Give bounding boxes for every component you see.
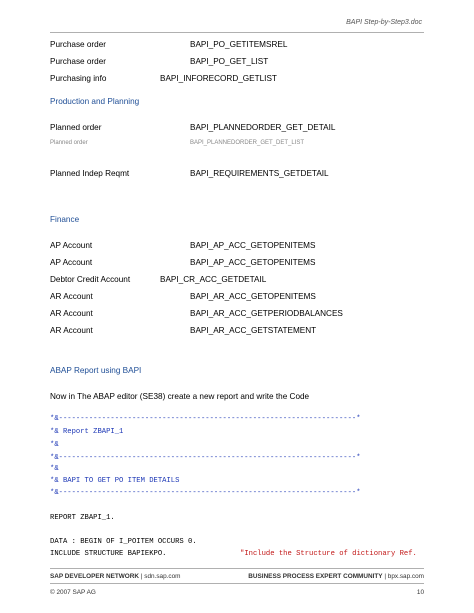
footer-separator: |: [140, 573, 143, 580]
section-heading-production: Production and Planning: [50, 97, 140, 106]
code-line: DATA : BEGIN OF I_POITEM OCCURS 0.: [50, 538, 197, 546]
code-line: *&---------------------------------------------------------------------*: [50, 454, 361, 462]
row-bapi: BAPI_AP_ACC_GETOPENITEMS: [190, 241, 316, 250]
row-bapi: BAPI_AR_ACC_GETOPENITEMS: [190, 292, 316, 301]
code-line: *& Report ZBAPI_1: [50, 428, 124, 436]
row-label: Debtor Credit Account: [50, 275, 131, 284]
row-label: Purchasing info: [50, 74, 107, 83]
row-bapi: BAPI_REQUIREMENTS_GETDETAIL: [190, 169, 329, 178]
page-number: 10: [416, 589, 424, 596]
row-bapi: BAPI_AR_ACC_GETPERIODBALANCES: [190, 309, 343, 318]
intro-text: Now in The ABAP editor (SE38) create a new report and write the Code: [50, 392, 310, 401]
code-line: REPORT ZBAPI_1.: [50, 514, 115, 522]
header-divider: [50, 32, 424, 33]
code-line: *&: [50, 441, 59, 449]
footer-community-link[interactable]: bpx.sap.com: [387, 573, 424, 580]
row-bapi: BAPI_PO_GETITEMSREL: [190, 40, 288, 49]
row-label: AP Account: [50, 241, 93, 250]
row-bapi: BAPI_AR_ACC_GETSTATEMENT: [190, 326, 317, 335]
row-label: Planned order: [50, 140, 88, 146]
section-heading-abap: ABAP Report using BAPI: [50, 366, 142, 375]
row-label: Planned order: [50, 123, 102, 132]
copyright: © 2007 SAP AG: [50, 589, 96, 596]
footer-community-name: BUSINESS PROCESS EXPERT COMMUNITY: [248, 573, 383, 580]
row-bapi: BAPI_PLANNEDORDER_GET_DETAIL: [190, 123, 336, 132]
row-bapi: BAPI_AP_ACC_GETOPENITEMS: [190, 258, 316, 267]
row-bapi: BAPI_PLANNEDORDER_GET_DET_LIST: [190, 140, 305, 146]
code-line: *&---------------------------------------------------------------------*: [50, 489, 361, 497]
footer-right: [248, 573, 424, 580]
row-label: AP Account: [50, 258, 93, 267]
row-label: AR Account: [50, 309, 93, 318]
code-line: INCLUDE STRUCTURE BAPIEKPO.: [50, 550, 167, 558]
code-comment: "Include the Structure of dictionary Ref.: [240, 550, 417, 558]
code-line: *& BAPI TO GET PO ITEM DETAILS: [50, 477, 180, 485]
row-label: AR Account: [50, 292, 93, 301]
footer-left: [50, 573, 180, 580]
row-bapi: BAPI_CR_ACC_GETDETAIL: [160, 275, 267, 284]
row-label: AR Account: [50, 326, 93, 335]
footer-network-name: SAP DEVELOPER NETWORK: [50, 573, 140, 580]
row-bapi: BAPI_INFORECORD_GETLIST: [160, 74, 277, 83]
footer-separator: |: [384, 573, 386, 580]
code-line: *&---------------------------------------------------------------------*: [50, 415, 361, 423]
footer-divider-bottom: [50, 583, 424, 584]
row-label: Purchase order: [50, 57, 106, 66]
section-heading-finance: Finance: [50, 215, 80, 224]
document-title: BAPI Step-by-Step3.doc: [346, 19, 422, 26]
row-label: Planned Indep Reqmt: [50, 169, 130, 178]
code-line: *&: [50, 465, 59, 473]
footer-network-link[interactable]: sdn.sap.com: [144, 573, 181, 580]
row-label: Purchase order: [50, 40, 106, 49]
row-bapi: BAPI_PO_GET_LIST: [190, 57, 269, 66]
footer-divider: [50, 568, 424, 569]
